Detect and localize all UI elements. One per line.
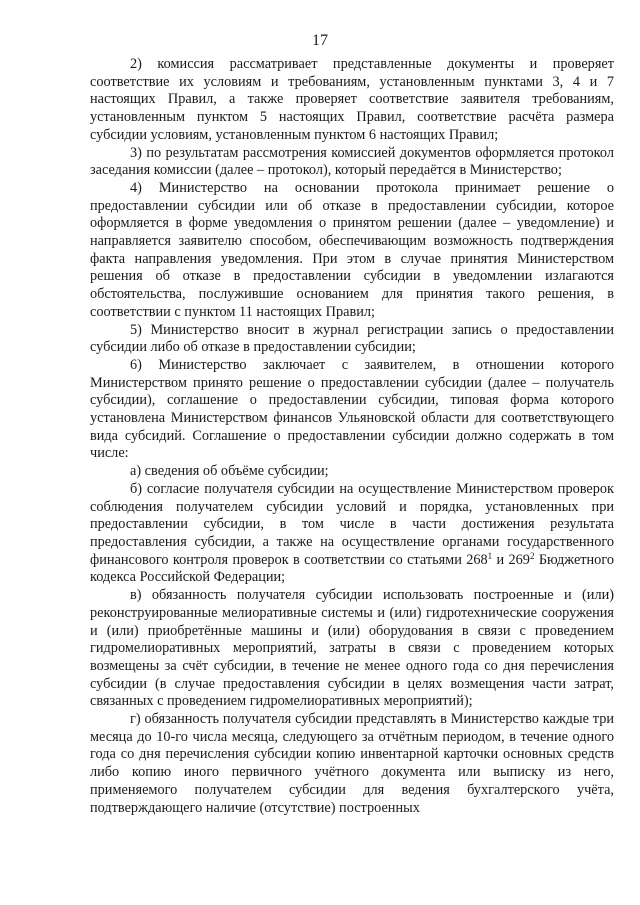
paragraph-item-6: 6) Министерство заключает с заявителем, в отношении которого Министерством принято решение о предоставлении субсидии (далее – получатель субсидии), соглашение о предоставлении субсидии, типовая форма которого установлена Министерством финансов Ульяновской области для соответствующего вида субсидий. Соглашение о предоставлении субсидии должно содержать в том числе: bbox=[90, 356, 614, 462]
document-body bbox=[90, 56, 614, 817]
paragraph-item-3: 3) по результатам рассмотрения комиссией документов оформляется протокол заседания комиссии (далее – протокол), который передаётся в Министерство; bbox=[90, 144, 614, 179]
paragraph-subitem-g: г) обязанность получателя субсидии представлять в Министерство каждые три месяца до 10-го числа месяца, следующего за отчётным периодом, в течение одного года со дня перечисления субсидии копию инвентарной карточки основных средств либо копию иного первичного учётного документа или выписку из него, применяемого получателем субсидии для ведения бухгалтерского учёта, подтверждающего наличие (отсутствие) построенных bbox=[90, 711, 614, 816]
page-number: 17 bbox=[312, 32, 328, 49]
paragraph-subitem-a: а) сведения об объёме субсидии; bbox=[130, 463, 329, 480]
paragraph-item-2: 2) комиссия рассматривает представленные документы и проверяет соответствие их условиям и требованиям, установленным пунктами 3, 4 и 7 настоящих Правил, а также проверяет соответствие заявителя требованиям, установленным пунктом 5 настоящих Правил, соответствие расчёта размера субсидии условиям, установленным пунктом 6 настоящих Правил; bbox=[90, 56, 614, 143]
subitem-b-text-start: б) согласие получателя субсидии на осуществление Министерством проверок соблюдения получателем субсидии условий и порядка, установленных при предоставлении субсидии, в том числе в части достижения результата предоставления субсидии, а также на осуществление органами государственного финансового контроля проверок в соответствии со статьями 268 bbox=[90, 480, 614, 568]
paragraph-subitem-v: в) обязанность получателя субсидии использовать построенные и (или) реконструированные мелиоративные системы и (или) гидротехнические сооружения и (или) приобретённые машины и (или) оборудования в связи с проведением гидромелиоративных мероприятий, затраты в связи с проведением которых возмещены за счёт субсидии, в течение не менее одного года со дня перечисления субсидии (в случае предоставления субсидии в целях возмещения части затрат, связанных с проведением гидромелиоративных мероприятий); bbox=[90, 587, 614, 710]
paragraph-item-5: 5) Министерство вносит в журнал регистрации запись о предоставлении субсидии либо об отказе в предоставлении субсидии; bbox=[90, 321, 614, 356]
article-superscript-1: 1 bbox=[487, 550, 493, 561]
subitem-b-text-middle: и 269 bbox=[492, 551, 530, 568]
paragraph-item-4: 4) Министерство на основании протокола принимает решение о предоставлении субсидии или об отказе в предоставлении субсидии, которое оформляется в форме уведомления о принятом решении (далее – уведомление) и направляется заявителю способом, обеспечивающим возможность подтверждения факта направления уведомления. При этом в случае принятия Министерством решения об отказе в предоставлении субсидии в уведомлении излагаются обстоятельства, послужившие основанием для принятия такого решения, в соответствии с пунктом 11 настоящих Правил; bbox=[90, 179, 614, 320]
subitem-b-text-end: Бюджетного кодекса Российской Федерации; bbox=[90, 551, 614, 586]
paragraph-subitem-b bbox=[90, 481, 614, 587]
article-superscript-2: 2 bbox=[529, 550, 535, 561]
